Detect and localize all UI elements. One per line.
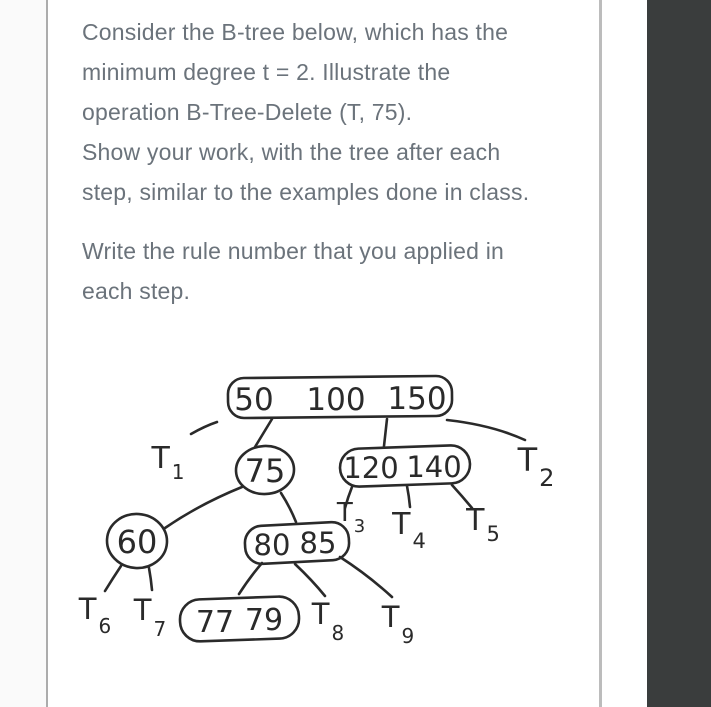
node-key: 100 [306, 382, 366, 418]
node-key: 140 [406, 450, 462, 484]
subtree-label-t9: $T_9$ [381, 600, 415, 648]
edge-root-75 [255, 419, 272, 447]
subtree-label-t8: $T_8$ [311, 597, 345, 645]
tree-node-root [228, 376, 452, 418]
node-key: 150 [387, 381, 447, 417]
subtree-label-t3: $T_3$ [336, 498, 366, 537]
subtree-label-t1: T $_1$ [151, 441, 185, 484]
subtree-label-t2: $T_2$ [517, 441, 555, 492]
node-key: 120 [343, 451, 399, 485]
text-line: Write the rule number that you applied in [82, 238, 505, 264]
node-key: 79 [244, 603, 284, 638]
tree-node-77-79 [179, 596, 299, 642]
node-key: 77 [195, 605, 235, 640]
subtree-label-t7: $T_7$ [133, 593, 167, 641]
tree-node-80-85 [244, 521, 350, 564]
text-line: Show your work, with the tree after each [82, 139, 501, 165]
node-key: 60 [116, 523, 158, 561]
text-line: Consider the B-tree below, which has the [82, 19, 509, 45]
edge-80-t9 [340, 557, 392, 597]
edge-75-60 [165, 487, 242, 528]
edge-60-t6 [105, 566, 121, 591]
edge-60-t7 [149, 568, 152, 590]
text-line: each step. [82, 278, 191, 304]
text-line: operation B-Tree-Delete (T, 75). [82, 99, 413, 125]
edge-root-t1 [191, 422, 217, 434]
edge-root-t2 [447, 420, 525, 440]
tree-node-60 [105, 512, 169, 570]
text-line: minimum degree t = 2. Illustrate the [82, 59, 451, 85]
edge-75-80 [281, 493, 296, 522]
node-key: 85 [299, 526, 337, 560]
edge-120-t4 [407, 486, 410, 507]
text-line: step, similar to the examples done in class. [82, 179, 530, 205]
node-key: 75 [244, 452, 286, 490]
subtree-label-t4: $T_4$ [392, 507, 426, 553]
edge-80-77 [239, 563, 262, 594]
tree-node-75 [235, 445, 295, 496]
node-key: 50 [234, 382, 274, 418]
subtree-label-t6: T $_6$ [78, 592, 112, 638]
subtree-label-t5: $T_5$ [466, 503, 500, 546]
node-key: 80 [253, 528, 291, 562]
edge-80-t8 [295, 564, 325, 596]
edge-root-120 [384, 419, 387, 446]
tree-node-120-140 [339, 445, 470, 488]
